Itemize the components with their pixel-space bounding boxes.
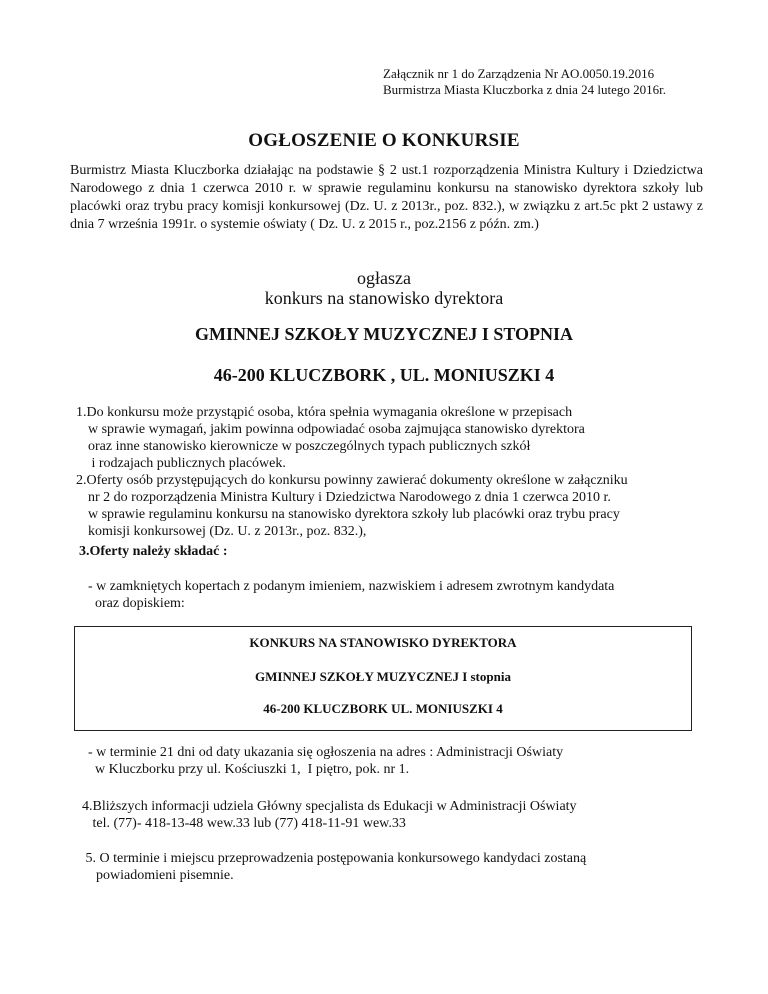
annex-line-1: Załącznik nr 1 do Zarządzenia Nr AO.0050.19.2016 xyxy=(383,66,655,81)
point-2-line: nr 2 do rozporządzenia Ministra Kultury i Dziedzictwa Narodowego z dnia 1 czerwca 2010 r. xyxy=(88,490,611,505)
bullet-line: oraz dopiskiem: xyxy=(88,596,185,611)
point-3-bullet-1 xyxy=(88,578,614,612)
point-2-line: 2.Oferty osób przystępujących do konkursu powinny zawierać dokumenty określone w załączniku xyxy=(76,473,628,488)
bullet-line: w Kluczborku przy ul. Kościuszki 1, I piętro, pok. nr 1. xyxy=(88,762,410,777)
annex-line-2: Burmistrza Miasta Kluczborka z dnia 24 lutego 2016r. xyxy=(383,82,667,97)
announce-line-1: ogłasza xyxy=(357,268,411,288)
box-line-2: GMINNEJ SZKOŁY MUZYCZNEJ I stopnia xyxy=(255,669,511,684)
point-2-line: komisji konkursowej (Dz. U. z 2013r., poz. 832.), xyxy=(88,524,367,539)
point-5-line: powiadomieni pisemnie. xyxy=(82,868,234,883)
point-5-line: 5. O terminie i miejscu przeprowadzenia postępowania konkursowego kandydaci zostaną xyxy=(82,851,587,866)
envelope-label-box xyxy=(74,626,692,731)
page-title: OGŁOSZENIE O KONKURSIE xyxy=(248,130,520,151)
requirements-list xyxy=(76,404,628,540)
point-3-heading: 3.Oferty należy składać : xyxy=(79,544,228,559)
box-line-3: 46-200 KLUCZBORK UL. MONIUSZKI 4 xyxy=(263,701,503,716)
point-4-line: tel. (77)- 418-13-48 wew.33 lub (77) 418-11-91 wew.33 xyxy=(82,816,406,831)
school-name-heading: GMINNEJ SZKOŁY MUZYCZNEJ I STOPNIA xyxy=(194,324,574,344)
point-1-line: oraz inne stanowisko kierownicze w poszczególnych typach publicznych szkół xyxy=(88,439,531,454)
bullet-line: - w terminie 21 dni od daty ukazania się ogłoszenia na adres : Administracji Oświaty xyxy=(88,745,564,760)
point-4 xyxy=(82,798,577,832)
point-1-line: 1.Do konkursu może przystąpić osoba, która spełnia wymagania określone w przepisach xyxy=(76,405,573,420)
point-2-line: w sprawie regulaminu konkursu na stanowisko dyrektora szkoły lub placówki oraz trybu pracy xyxy=(88,507,620,522)
announce-line-2: konkurs na stanowisko dyrektora xyxy=(264,288,504,308)
school-address-heading: 46-200 KLUCZBORK , UL. MONIUSZKI 4 xyxy=(213,365,555,385)
intro-paragraph: Burmistrz Miasta Kluczborka działając na podstawie § 2 ust.1 rozporządzenia Ministra Kultury i Dziedzictwa Narodowego z dnia 1 czerwca 2010 r. w sprawie regulaminu konkursu na stanowisko dyrektora szkoły lub placówki oraz trybu pracy komisji konkursowej (Dz. U. z 2013r., poz. 832.), w związku z art.5c pkt 2 ustawy z dnia 7 września 1991r. o systemie oświaty ( Dz. U. z 2015 r., poz.2156 z późn. zm.) xyxy=(70,163,703,232)
point-3-bullet-2 xyxy=(88,744,563,778)
point-4-line: 4.Bliższych informacji udziela Główny specjalista ds Edukacji w Administracji Oświaty xyxy=(82,799,577,814)
point-5 xyxy=(82,850,586,884)
point-1-line: i rodzajach publicznych placówek. xyxy=(88,456,286,471)
point-1-line: w sprawie wymagań, jakim powinna odpowiadać osoba zajmująca stanowisko dyrektora xyxy=(88,422,585,437)
annex-note xyxy=(383,66,666,98)
bullet-line: - w zamkniętych kopertach z podanym imieniem, nazwiskiem i adresem zwrotnym kandydata xyxy=(88,579,615,594)
box-line-1: KONKURS NA STANOWISKO DYREKTORA xyxy=(249,635,517,650)
